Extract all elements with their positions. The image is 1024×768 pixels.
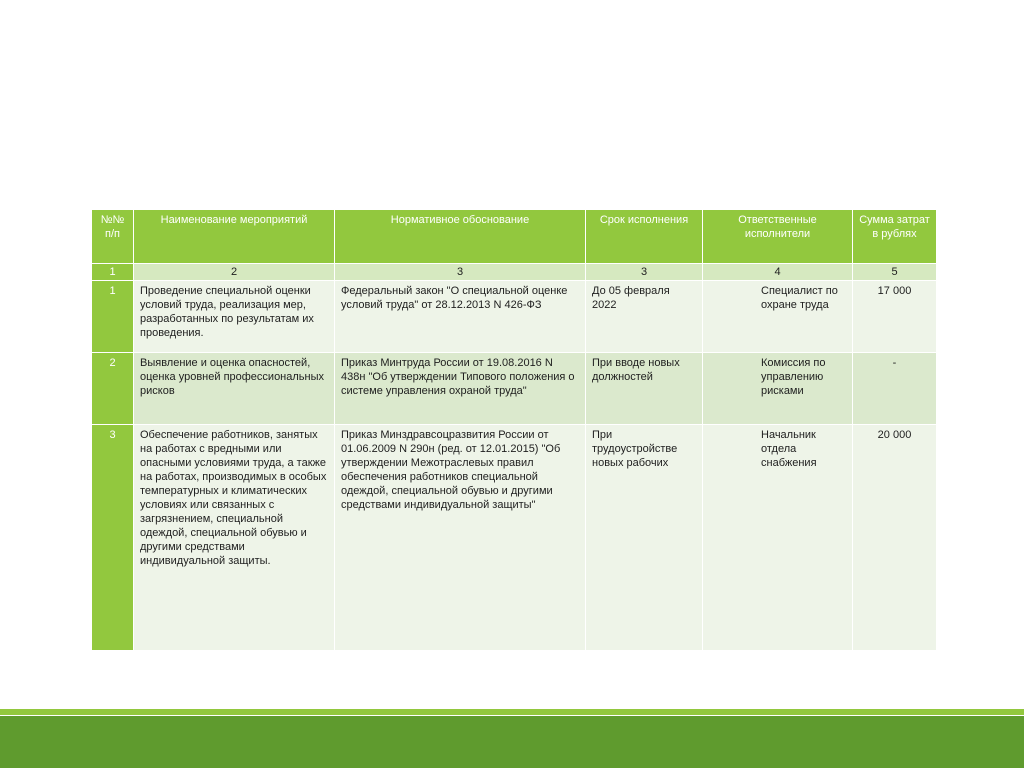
row-number: 1 bbox=[92, 281, 134, 353]
column-number: 1 bbox=[92, 264, 134, 281]
deadline: До 05 февраля 2022 bbox=[586, 281, 703, 353]
footer-divider bbox=[0, 709, 1024, 715]
responsible: Комиссия по управлению рисками bbox=[703, 353, 853, 425]
header-deadline: Срок исполнения bbox=[586, 210, 703, 264]
header-cost: Сумма затрат в рублях bbox=[853, 210, 937, 264]
header-name: Наименование мероприятий bbox=[134, 210, 335, 264]
header-number: №№ п/п bbox=[92, 210, 134, 264]
column-number: 4 bbox=[703, 264, 853, 281]
cost: - bbox=[853, 353, 937, 425]
responsible: Специалист по охране труда bbox=[703, 281, 853, 353]
header-basis: Нормативное обоснование bbox=[335, 210, 586, 264]
measure-name: Обеспечение работников, занятых на работах с вредными или опасными условиями труда, а также на работах, производимых в особых температурных и климатических условиях или связанных с загрязнением, специальной одеждой, специальной обувью и другими средствами индивидуальной защиты. bbox=[134, 425, 335, 651]
measure-name: Выявление и оценка опасностей, оценка уровней профессиональных рисков bbox=[134, 353, 335, 425]
column-numbers-row bbox=[92, 264, 937, 281]
table-row bbox=[92, 281, 937, 353]
normative-basis: Приказ Минтруда России от 19.08.2016 N 438н "Об утверждении Типового положения о системе управления охраной труда" bbox=[335, 353, 586, 425]
responsible: Начальник отдела снабжения bbox=[703, 425, 853, 651]
table-row bbox=[92, 353, 937, 425]
measure-name: Проведение специальной оценки условий труда, реализация мер, разработанных по результатам их проведения. bbox=[134, 281, 335, 353]
column-number: 5 bbox=[853, 264, 937, 281]
cost: 20 000 bbox=[853, 425, 937, 651]
row-number: 2 bbox=[92, 353, 134, 425]
cost: 17 000 bbox=[853, 281, 937, 353]
header-responsible: Ответственные исполнители bbox=[703, 210, 853, 264]
measures-table bbox=[92, 210, 937, 651]
deadline: При вводе новых должностей bbox=[586, 353, 703, 425]
row-number: 3 bbox=[92, 425, 134, 651]
table-row bbox=[92, 425, 937, 651]
normative-basis: Федеральный закон "О специальной оценке условий труда" от 28.12.2013 N 426-ФЗ bbox=[335, 281, 586, 353]
table-header-row bbox=[92, 210, 937, 264]
column-number: 2 bbox=[134, 264, 335, 281]
deadline: При трудоустройстве новых рабочих bbox=[586, 425, 703, 651]
column-number: 3 bbox=[335, 264, 586, 281]
column-number: 3 bbox=[586, 264, 703, 281]
normative-basis: Приказ Минздравсоцразвития России от 01.06.2009 N 290н (ред. от 12.01.2015) "Об утверждении Межотраслевых правил обеспечения работников специальной одеждой, специальной обувью и другими средствами индивидуальной защиты" bbox=[335, 425, 586, 651]
footer-band bbox=[0, 716, 1024, 768]
